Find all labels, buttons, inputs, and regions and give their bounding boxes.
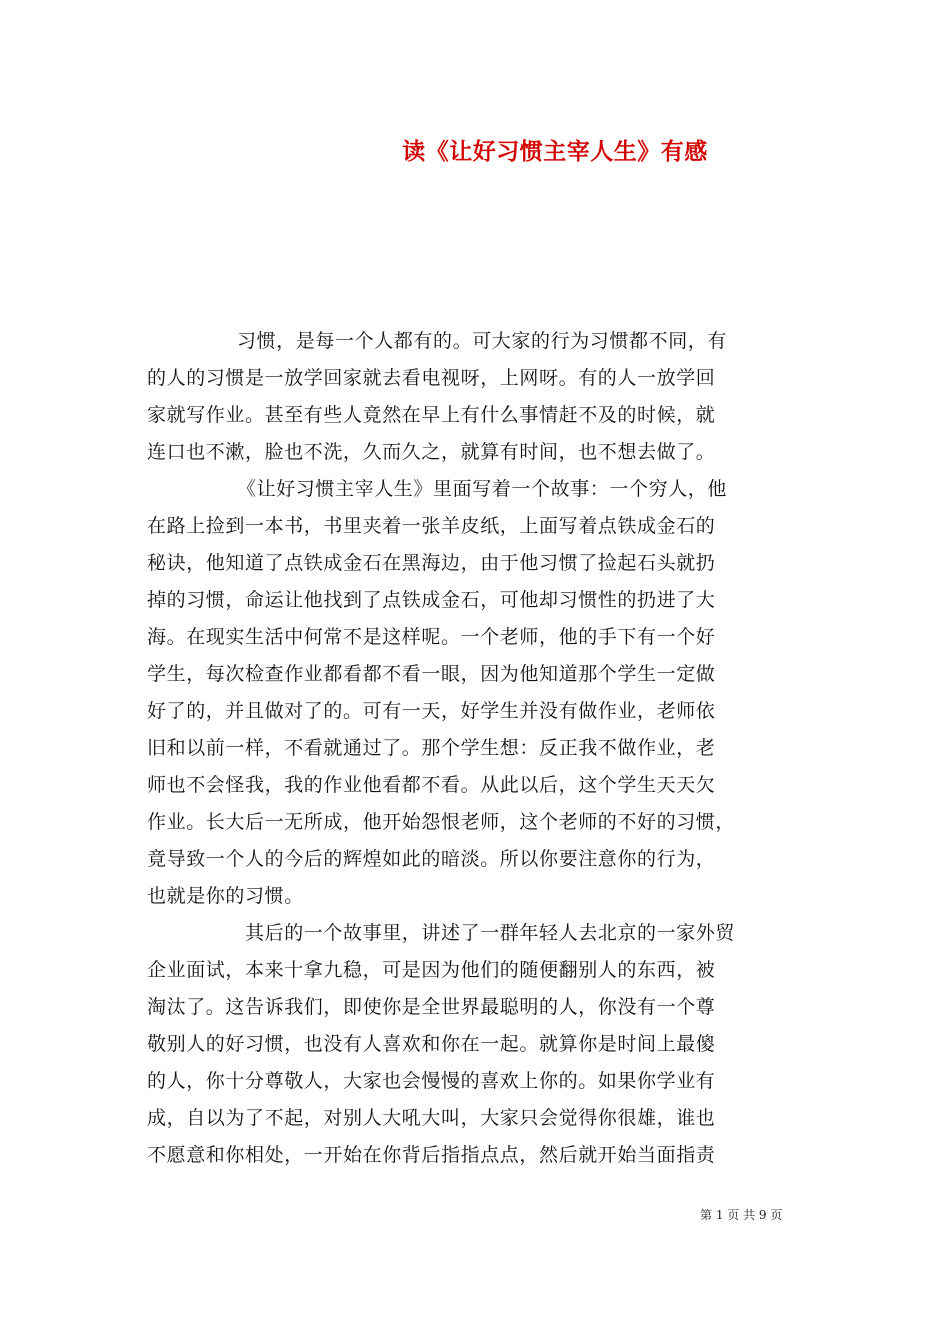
paragraph-2-line-3: 秘诀，他知道了点铁成金石在黑海边，由于他习惯了捡起石头就扔 bbox=[147, 552, 716, 574]
paragraph-2-line-6: 学生，每次检查作业都看都不看一眼，因为他知道那个学生一定做 bbox=[147, 663, 716, 685]
paragraph-3-line-6: 成，自以为了不起，对别人大吼大叫，大家只会觉得你很雄，谁也 bbox=[147, 1107, 716, 1129]
paragraph-2-line-9: 师也不会怪我，我的作业他看都不看。从此以后，这个学生天天欠 bbox=[147, 774, 716, 796]
paragraph-2-line-10: 作业。长大后一无所成，他开始怨恨老师，这个老师的不好的习惯， bbox=[147, 811, 736, 833]
paragraph-2-line-4: 掉的习惯，命运让他找到了点铁成金石，可他却习惯性的扔进了大 bbox=[147, 589, 716, 611]
paragraph-2-line-1: 《让好习惯主宰人生》里面写着一个故事：一个穷人，他 bbox=[237, 478, 728, 500]
paragraph-3-line-1: 其后的一个故事里，讲述了一群年轻人去北京的一家外贸 bbox=[245, 922, 736, 944]
paragraph-1-line-4: 连口也不漱，脸也不洗，久而久之，就算有时间，也不想去做了。 bbox=[147, 441, 716, 463]
paragraph-2-line-11: 竟导致一个人的今后的辉煌如此的暗淡。所以你要注意你的行为， bbox=[147, 848, 716, 870]
paragraph-3-line-4: 敬别人的好习惯，也没有人喜欢和你在一起。就算你是时间上最傻 bbox=[147, 1033, 716, 1055]
paragraph-2-line-5: 海。在现实生活中何常不是这样呢。一个老师，他的手下有一个好 bbox=[147, 626, 716, 648]
document-title: 读《让好习惯主宰人生》有感 bbox=[402, 138, 708, 165]
paragraph-1-line-2: 的人的习惯是一放学回家就去看电视呀，上网呀。有的人一放学回 bbox=[147, 367, 716, 389]
paragraph-2-line-8: 旧和以前一样，不看就通过了。那个学生想：反正我不做作业，老 bbox=[147, 737, 716, 759]
paragraph-3-line-7: 不愿意和你相处，一开始在你背后指指点点，然后就开始当面指责 bbox=[147, 1144, 716, 1166]
paragraph-2-line-7: 好了的，并且做对了的。可有一天，好学生并没有做作业，老师依 bbox=[147, 700, 716, 722]
paragraph-3-line-3: 淘汰了。这告诉我们，即使你是全世界最聪明的人，你没有一个尊 bbox=[147, 996, 716, 1018]
paragraph-1-line-3: 家就写作业。甚至有些人竟然在早上有什么事情赶不及的时候，就 bbox=[147, 404, 716, 426]
paragraph-1-line-1: 习惯，是每一个人都有的。可大家的行为习惯都不同，有 bbox=[237, 330, 728, 352]
page-number: 第 1 页 共 9 页 bbox=[700, 1208, 783, 1222]
paragraph-2-line-2: 在路上捡到一本书，书里夹着一张羊皮纸，上面写着点铁成金石的 bbox=[147, 515, 716, 537]
paragraph-2-line-12: 也就是你的习惯。 bbox=[147, 885, 304, 907]
paragraph-3-line-5: 的人，你十分尊敬人，大家也会慢慢的喜欢上你的。如果你学业有 bbox=[147, 1070, 716, 1092]
paragraph-3-line-2: 企业面试，本来十拿九稳，可是因为他们的随便翻别人的东西，被 bbox=[147, 959, 716, 981]
